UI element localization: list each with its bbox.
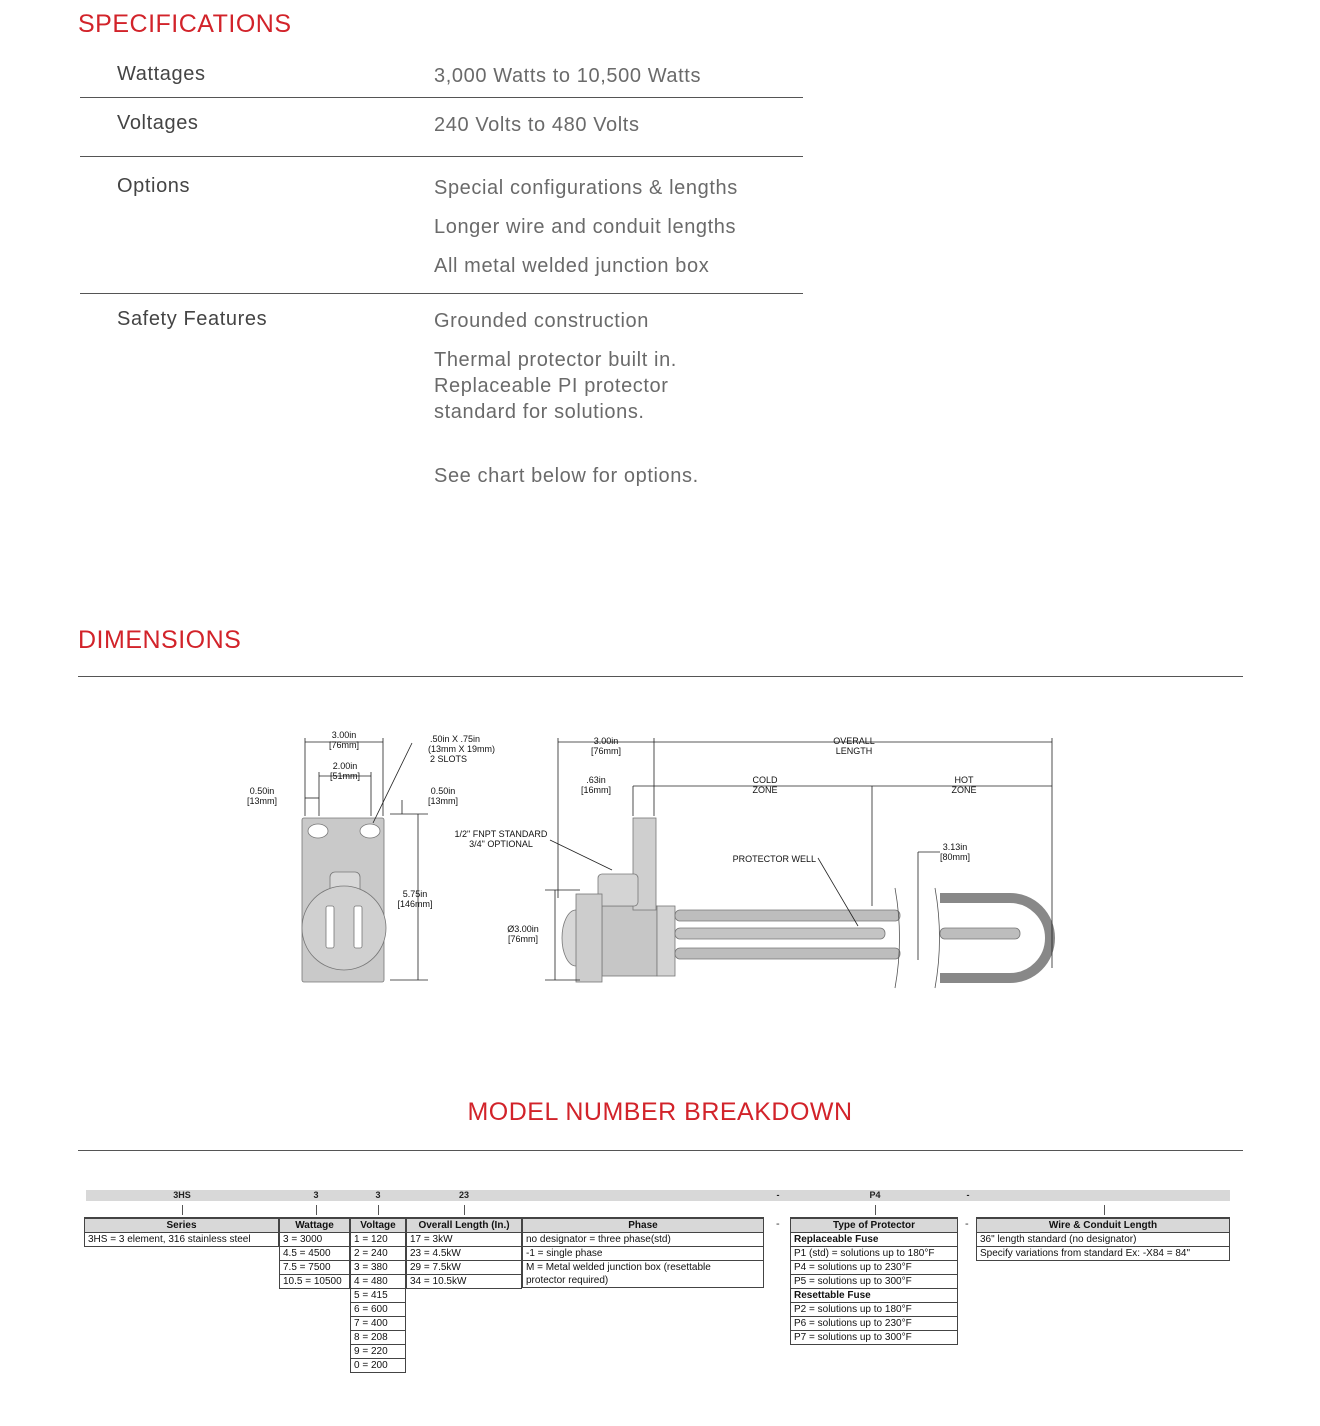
model-number-bar: [86, 1190, 1230, 1201]
spec-label-voltages: Voltages: [117, 112, 199, 134]
protector-row: P4 = solutions up to 230°F: [791, 1261, 958, 1275]
dim-diameter: Ø3.00in: [507, 924, 539, 934]
length-row: 34 = 10.5kW: [407, 1275, 522, 1289]
spec-label-options: Options: [117, 175, 191, 197]
phase-table: [522, 1217, 764, 1288]
length-row: 29 = 7.5kW: [407, 1261, 522, 1275]
spec-divider: [80, 97, 803, 98]
dim-slot-spacing: 2.00in: [332, 761, 358, 771]
series-row: 3HS = 3 element, 316 stainless steel: [85, 1233, 279, 1247]
length-row: 17 = 3kW: [407, 1233, 522, 1247]
wire-row: 36" length standard (no designator): [977, 1233, 1230, 1247]
bar-series: 3HS: [173, 1190, 191, 1200]
dim-height-mm: [146mm]: [397, 899, 433, 909]
wattage-header: Wattage: [280, 1218, 350, 1233]
voltage-row: 1 = 120: [351, 1233, 406, 1247]
voltage-row: 8 = 208: [351, 1331, 406, 1345]
protector-group-label: Resettable Fuse: [791, 1289, 958, 1303]
spec-value-voltages: 240 Volts to 480 Volts: [434, 114, 640, 136]
voltage-row: 7 = 400: [351, 1317, 406, 1331]
model-divider: [78, 1150, 1243, 1151]
protector-group-label: Replaceable Fuse: [791, 1233, 958, 1247]
bar-tick: [464, 1205, 465, 1215]
length-row: 23 = 4.5kW: [407, 1247, 522, 1261]
bar-tick: [316, 1205, 317, 1215]
length-header: Overall Length (In.): [407, 1218, 522, 1233]
wattage-row: 10.5 = 10500: [280, 1275, 350, 1289]
dim-slots: .50in X .75in: [430, 734, 481, 744]
voltage-table: [350, 1217, 406, 1373]
wattage-table: [279, 1217, 350, 1289]
voltage-header: Voltage: [351, 1218, 406, 1233]
spec-value-safety-3: Replaceable PI protector: [434, 375, 669, 397]
bar-tick: [378, 1205, 379, 1215]
phase-row: M = Metal welded junction box (resettable: [523, 1261, 764, 1275]
separator-dash: -: [776, 1218, 780, 1230]
wire-table: [976, 1217, 1230, 1261]
voltage-row: 0 = 200: [351, 1359, 406, 1373]
protector-row: P7 = solutions up to 300°F: [791, 1331, 958, 1345]
spec-divider: [80, 156, 803, 157]
bar-tick: [875, 1205, 876, 1215]
dim-tip: 3.13in: [942, 842, 968, 852]
spec-value-safety-2: Thermal protector built in.: [434, 349, 677, 371]
wattage-row: 7.5 = 7500: [280, 1261, 350, 1275]
dim-protector-well: PROTECTOR WELL: [732, 854, 816, 864]
phase-row: no designator = three phase(std): [523, 1233, 764, 1247]
dim-right-margin: 0.50in: [430, 786, 456, 796]
dim-fnpt-optional: 3/4" OPTIONAL: [469, 839, 533, 849]
bar-tick: [1104, 1205, 1105, 1215]
dim-neck: .63in: [586, 775, 606, 785]
dim-overall: OVERALL: [833, 736, 875, 746]
series-table: [84, 1217, 279, 1247]
protector-row: P5 = solutions up to 300°F: [791, 1275, 958, 1289]
dim-hot: HOT: [954, 775, 974, 785]
bar-dash-2: -: [966, 1190, 970, 1200]
dim-height: 5.75in: [402, 889, 428, 899]
dim-overall-length: LENGTH: [835, 746, 873, 756]
bar-length: 23: [458, 1190, 470, 1200]
dim-fnpt: 1/2" FNPT STANDARD: [454, 829, 548, 839]
protector-header: Type of Protector: [791, 1218, 958, 1233]
dim-slots-count: 2 SLOTS: [430, 754, 468, 764]
dim-tip-mm: [80mm]: [939, 852, 971, 862]
wattage-row: 3 = 3000: [280, 1233, 350, 1247]
bar-dash-1: -: [776, 1190, 780, 1200]
dim-top-width: 3.00in: [331, 730, 357, 740]
voltage-row: 6 = 600: [351, 1303, 406, 1317]
voltage-row: 3 = 380: [351, 1261, 406, 1275]
specifications-heading: SPECIFICATIONS: [78, 10, 292, 38]
series-header: Series: [85, 1218, 279, 1233]
dim-cold: COLD: [752, 775, 778, 785]
spec-value-options-2: Longer wire and conduit lengths: [434, 216, 737, 238]
spec-value-safety-4: standard for solutions.: [434, 401, 645, 423]
dim-right-margin-mm: [13mm]: [427, 796, 459, 806]
dim-top-width-mm: [76mm]: [328, 740, 360, 750]
spec-label-wattages: Wattages: [117, 63, 206, 85]
wire-header: Wire & Conduit Length: [977, 1218, 1230, 1233]
bar-wattage: 3: [313, 1190, 319, 1200]
spec-value-wattages: 3,000 Watts to 10,500 Watts: [434, 65, 702, 87]
spec-value-safety-5: See chart below for options.: [434, 465, 699, 487]
bar-voltage: 3: [375, 1190, 381, 1200]
spec-value-options-3: All metal welded junction box: [434, 255, 710, 277]
voltage-row: 9 = 220: [351, 1345, 406, 1359]
voltage-row: 2 = 240: [351, 1247, 406, 1261]
spec-label-safety: Safety Features: [117, 308, 268, 330]
dim-left-margin-mm: [13mm]: [246, 796, 278, 806]
dim-hot-zone: ZONE: [951, 785, 977, 795]
wire-row: Specify variations from standard Ex: -X84 = 84": [977, 1247, 1230, 1261]
spec-value-safety-1: Grounded construction: [434, 310, 649, 332]
phase-row: -1 = single phase: [523, 1247, 764, 1261]
dim-slot-spacing-mm: [51mm]: [329, 771, 361, 781]
separator-dash: -: [965, 1218, 969, 1230]
dim-diameter-mm: [76mm]: [507, 934, 539, 944]
protector-row: P6 = solutions up to 230°F: [791, 1317, 958, 1331]
dim-slots-mm: (13mm X 19mm): [428, 744, 496, 754]
phase-row: protector required): [523, 1274, 764, 1288]
spec-divider: [80, 293, 803, 294]
voltage-row: 5 = 415: [351, 1289, 406, 1303]
protector-row: P1 (std) = solutions up to 180°F: [791, 1247, 958, 1261]
voltage-row: 4 = 480: [351, 1275, 406, 1289]
dim-cold-zone: ZONE: [752, 785, 778, 795]
bar-tick: [182, 1205, 183, 1215]
model-breakdown-heading: MODEL NUMBER BREAKDOWN: [467, 1098, 853, 1126]
dimensions-divider: [78, 676, 1243, 677]
dim-head-width: 3.00in: [593, 736, 619, 746]
protector-table: [790, 1217, 958, 1345]
dim-head-width-mm: [76mm]: [590, 746, 622, 756]
dimensions-heading: DIMENSIONS: [78, 626, 242, 654]
wattage-row: 4.5 = 4500: [280, 1247, 350, 1261]
bar-protector: P4: [869, 1190, 881, 1200]
dim-left-margin: 0.50in: [249, 786, 275, 796]
length-table: [406, 1217, 522, 1289]
dimension-drawing: [240, 728, 1070, 998]
dim-neck-mm: [16mm]: [580, 785, 612, 795]
spec-value-options-1: Special configurations & lengths: [434, 177, 738, 199]
phase-header: Phase: [523, 1218, 764, 1233]
protector-row: P2 = solutions up to 180°F: [791, 1303, 958, 1317]
